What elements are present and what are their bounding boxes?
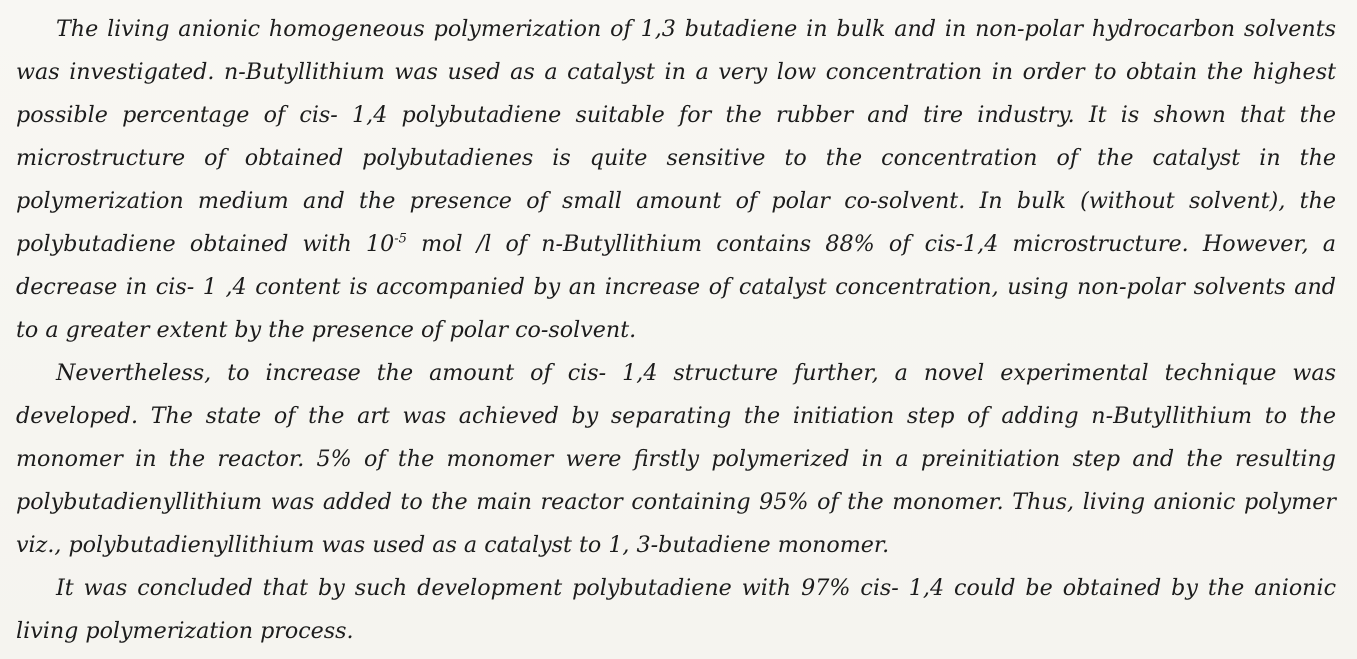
paragraph-3: It was concluded that by such development polybutadiene with 97% cis- 1,4 could be obtained by the anionic living polymerization process. [16,575,1336,644]
paragraph-2: Nevertheless, to increase the amount of cis- 1,4 structure further, a novel experimental technique was developed. The state of the art was achieved by separating the initiation step of adding n-Butyllithium to the monomer in the reactor. 5% of the monomer were firstly polymerized in a preinitiation step and the resulting polybutadienyllithium was added to the main reactor containing 95% of the monomer. Thus, living anionic polymer viz., polybutadienyllithium was used as a catalyst to 1, 3-butadiene monomer. [16,360,1336,558]
document-body [16,8,1336,653]
paragraph-1-text-b: mol /l of n-Butyllithium contains 88% of cis-1,4 microstructure. However, a decrease in cis- 1 ,4 content is accompanied by an increase of catalyst concentration, using non-polar solvents and to a greater extent by the presence of polar co-solvent. [16,231,1336,343]
exponent-superscript: -5 [394,231,407,247]
paragraph-1 [16,8,1336,352]
paragraph-1-text-a: The living anionic homogeneous polymerization of 1,3 butadiene in bulk and in non-polar hydrocarbon solvents was investigated. n-Butyllithium was used as a catalyst in a very low concentration in order to obtain the highest possible percentage of cis- 1,4 polybutadiene suitable for the rubber and tire industry. It is shown that the microstructure of obtained polybutadienes is quite sensitive to the concentration of the catalyst in the polymerization medium and the presence of small amount of polar co-solvent. In bulk (without solvent), the polybutadiene obtained with 10 [16,16,1336,257]
